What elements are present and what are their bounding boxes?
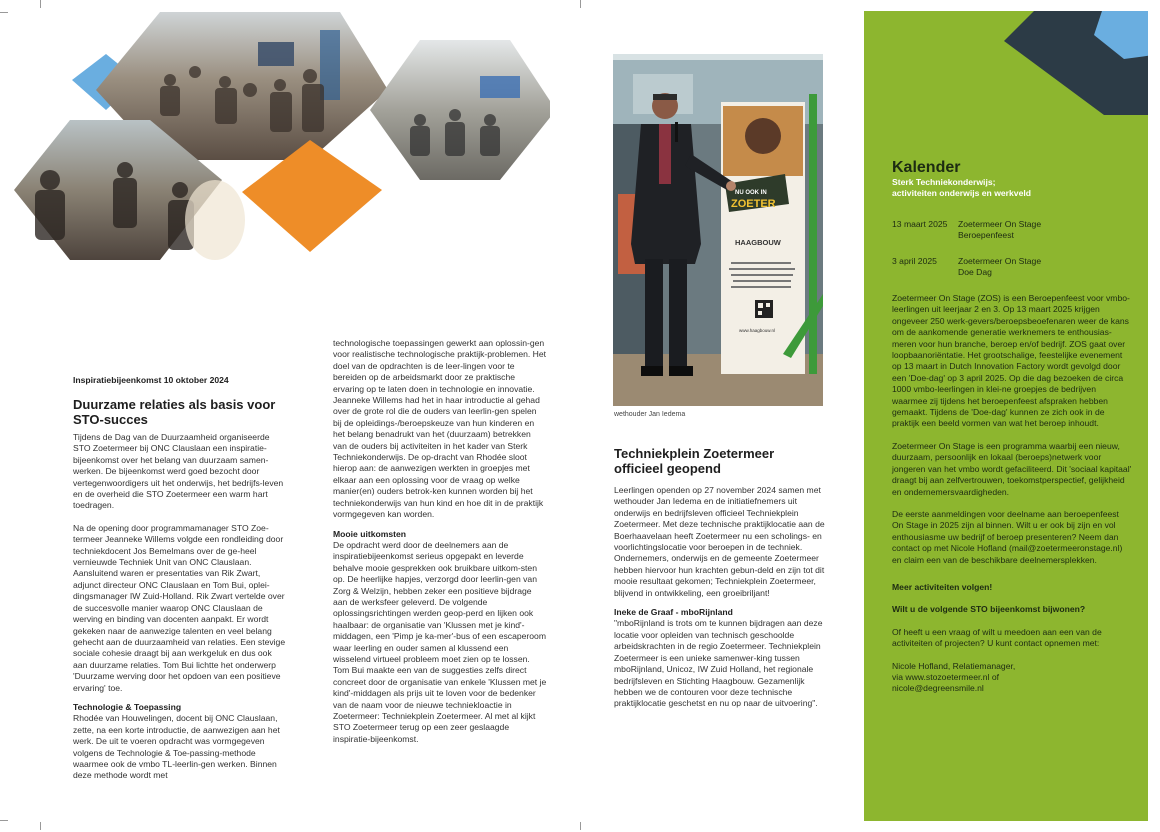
event-name: Zoetermeer On Stage xyxy=(958,255,1042,266)
event-row xyxy=(892,256,1132,279)
contact-website[interactable]: via www.stozoetermeer.nl of xyxy=(892,671,999,682)
photo-workshop-room xyxy=(370,40,550,180)
article-column-1 xyxy=(73,432,287,782)
poster-url: www.haagbouw.nl xyxy=(739,328,776,333)
subheading: Mooie uitkomsten xyxy=(333,528,407,539)
spacer xyxy=(73,512,287,523)
event-row xyxy=(892,219,1132,242)
poster-badge-line2: ZOETER xyxy=(731,198,776,210)
paragraph: Tijdens de Dag van de Duurzaamheid organiseerde STO Zoetermeer bij ONC Clauslaan een inspiratie-bijeenkomst over het belang van duurzaam samen-werken. De bijeenkomst werd goed bezocht door vertegenwoordigers uit het onderwijs, het bedrijfs-leven en de overheid die STO Zoetermeer een warm hart toedragen. xyxy=(73,432,284,511)
article-kicker: Inspiratiebijeenkomst 10 oktober 2024 xyxy=(73,375,229,385)
subheading: Technologie & Toepassing xyxy=(73,701,182,712)
event-sub: Doe Dag xyxy=(958,267,992,278)
paragraph: Leerlingen openden op 27 november 2024 samen met wethouder Jan Iedema en de initiatiefnemers uit onderwijs en bedrijfsleven officieel Techniekplein Zoetermeer. Met deze technische praktijklocatie aan de Boerhaavelaan heeft Zoetermeer nu een scholings- en voorlichtingslocatie voor beroepen in de techniek. Ondernemers, onderwijs en de gemeente Zoetermeer hebben hiervoor hun krachten gebun-deld en zijn tot dit mooie resultaat gekomen; Techniekplein Zoetermeer, blijvend in ontwikkeling, een groeibriljant! xyxy=(614,485,825,598)
event-name: Zoetermeer On Stage xyxy=(958,219,1042,229)
poster-qr-code xyxy=(755,300,773,318)
paragraph: Rhodée van Houwelingen, docent bij ONC Clauslaan, zette, na een korte introductie, de aanwezigen aan het werk. De uit te voeren opdracht was vormgegeven volgens de Technologie & Toe-passing-methode waarmee ook de vmbo TL-leerlin-gen werken. Binnen deze methode wordt met xyxy=(73,713,280,781)
crop-mark xyxy=(580,822,581,830)
paragraph: Zoetermeer On Stage (ZOS) is een Beroepenfeest voor vmbo-leerlingen uit leerjaar 2 en 3. Op 13 maart 2025 krijgen ongeveer 250 werk-gevers/beroepsbeoefenaren weer de kans om de aankomende generatie werknemers te enthousias-meren voor hun branche, beroep en/of bedrijf. ZOS gaat over loopbaanoriëntatie. Het grootschalige, feestelijke evenement op 13 maart in Dutch Innovation Factory wordt gevolgd door een 'Doe-dag' op 3 april 2025. Op die dag bezoeken de circa 1000 vmbo-leerlingen in klei-ne groepjes de bedrijven waarmee zij tijdens het beroepenfeest afspraken hebben gemaakt. Tijdens de 'Doe-dag' kunnen ze zich ook in de praktijk een beeld vormen van wat het beroep inhoudt. xyxy=(892,293,1130,429)
event-list xyxy=(892,219,1132,279)
calendar-description-line: activiteiten onderwijs en werkveld xyxy=(892,188,1031,199)
poster-brand: HAAGBOUW xyxy=(735,238,781,247)
photo-caption: wethouder Jan Iedema xyxy=(614,411,686,418)
event-date: 13 maart 2025 xyxy=(892,219,948,229)
quote: "mboRijnland is trots om te kunnen bijdragen aan deze locatie voor opleiden van technisch geschoolde arbeidskrachten in de regio Zoetermeer. Techniekplein Zoetermeer is een unieke samenwer-king tussen mboRijnland, Unicoz, IW Zuid Holland, het regionale bedrijfsleven en Stichting Haagbouw. Gezamenlijk hebben we de contouren voor deze technische praktijklocatie geschetst en nu op naar de uitvoering". xyxy=(614,618,823,709)
article-title xyxy=(614,446,834,476)
article-column-2 xyxy=(333,338,547,745)
crop-mark xyxy=(0,12,8,13)
panel-corner-shapes xyxy=(994,11,1148,121)
paragraph: Zoetermeer On Stage is een programma waarbij een nieuw, duurzaam, persoonlijk en lokaal (beroeps)netwerk voor jongeren van het vmbo wordt gefaciliteerd. Dit 'sociaal kapitaal' draagt bij aan zelfvertrouwen, toekomstperspectief, gelijkheid en ondernemersvaardigheden. xyxy=(892,440,1132,497)
photo-alderman-speech xyxy=(613,54,823,406)
calendar-text xyxy=(892,293,1132,695)
crop-mark xyxy=(40,822,41,830)
crop-mark xyxy=(40,0,41,8)
event-date: 3 april 2025 xyxy=(892,255,937,266)
paragraph: Na de opening door programmamanager STO Zoe-termeer Jeanneke Willems volgde een rondleiding door techniekdocent Jos Bemelmans over de ge-heel vernieuwde Techniek Unit van ONC Clauslaan. Aansluitend waren er presentaties van Rik Zwart, adjunct directeur ONC Clauslaan en Tom Bui, oplei-dingsmanager IW Zuid-Holland. Rik Zwart vertelde over de succesvolle manier waarop ONC Clauslaan de werving en binding van docenten aanpakt. Er wordt gekeken naar de aanwezige talenten en veel belang gehecht aan de duurzaamheid van relaties. Een stevige sociale cohesie draagt bij aan werkgeluk en dus ook aan duurzame relaties. Tom Bui lichtte het onderwerp 'Duurzame werving door het opdoen van een positieve ervaring' toe. xyxy=(73,522,286,693)
photo-collage xyxy=(10,10,550,260)
contact-email[interactable]: nicole@degreensmile.nl xyxy=(892,683,984,694)
calendar-description xyxy=(892,177,1031,200)
crop-mark xyxy=(580,0,581,8)
paragraph: Meer activiteiten volgen! xyxy=(892,581,993,592)
event-details xyxy=(958,256,1041,279)
calendar-panel xyxy=(864,11,1148,821)
paragraph: De eerste aanmeldingen voor deelname aan beroepenfeest On Stage in 2025 zijn al binnen. Wilt u er ook bij zijn en vol enthousiasme uw bedrijf of beroep presenteren? Neem dan contact op met Nicole Hofland (mail@zoetermeeronstage.nl) en claim een van de beschikbare deelnemersplekken. xyxy=(892,508,1123,565)
paragraph: Of heeft u een vraag of wilt u meedoen aan een van de activiteiten of projecten? U kunt contact opnemen met: xyxy=(892,626,1102,649)
article-title-line: officieel geopend xyxy=(614,461,721,476)
contact-name: Nicole Hofland, Relatiemanager, xyxy=(892,660,1016,671)
article-body xyxy=(614,485,826,710)
article-title-line: STO-succes xyxy=(73,412,148,427)
quote-author: Ineke de Graaf - mboRijnland xyxy=(614,607,733,618)
calendar-description-line: Sterk Techniekonderwijs; xyxy=(892,177,996,187)
event-details xyxy=(958,219,1041,242)
paragraph: De opdracht werd door de deelnemers aan de inspiratiebijeenkomst serieus opgepakt en leverde behalve mooie gesprekken ook bruikbare uitkom-sten op. De heerlijke hapjes, verzorgd door leerlin-gen van Zorg & Welzijn, hebben zeker een positieve bijdrage aan de werksfeer geleverd. De volgende oplossingsrichtingen werden geop-perd en lijken ook haalbaar: de organisatie van 'Klussen met je kind'-middagen, een 'Pimp je ka-mer'-bus of een escaperoom waar leerling en ouder samen al klussend een wisselend virtueel probleem moet zien op te lossen. Tom Bui maakte een van de suggesties zelfs direct concreet door de organisatie van enkele 'Klussen met je kind'-middagen als prijs uit te loven voor de bedenker van de naam voor de nieuwe techniekloactie in Zoetermeer: Techniekplein Zoetermeer. Al met al kijkt STO Zoetermeer terug op een zeer geslaagde inspiratie-bijeenkomst. xyxy=(333,539,547,744)
poster-badge-line1: NU OOK IN xyxy=(735,190,767,196)
article-title-line: Techniekplein Zoetermeer xyxy=(614,446,775,461)
paragraph: technologische toepassingen gewerkt aan oplossin-gen voor realistische technologische praktijk-problemen. Het doel van de opdrachten is de leer-lingen voor te bereiden op de arbeidsmarkt door ze praktische ervaring op te laten doen in technologie en innovatie. Jeanneke Willems had het in haar introductie al gehad over de grote rol die de ouders van leerlin-gen spelen bij de opleidings-/beroepskeuze van hun kinderen en het belang benadrukt van het (duurzaam) betrekken van de ouders bij activiteiten in het kader van Sterk Techniekonderwijs. De op-dracht van Rhodée sloot hierop aan: de aanwezigen werkten in groepjes met elkaar aan een oplossing voor de vraag op welke manier(en) ouders betrok-ken kunnen worden bij het techniekonderwijs van hun kind en hoe dit in de praktijk vormgegeven kan worden. xyxy=(333,338,547,520)
crop-mark xyxy=(0,820,8,821)
calendar-title: Kalender xyxy=(892,159,961,176)
article-title-line: Duurzame relaties als basis voor xyxy=(73,397,276,412)
event-sub: Beroepenfeest xyxy=(958,230,1014,241)
paragraph: Wilt u de volgende STO bijeenkomst bijwonen? xyxy=(892,604,1086,615)
article-title xyxy=(73,397,313,427)
